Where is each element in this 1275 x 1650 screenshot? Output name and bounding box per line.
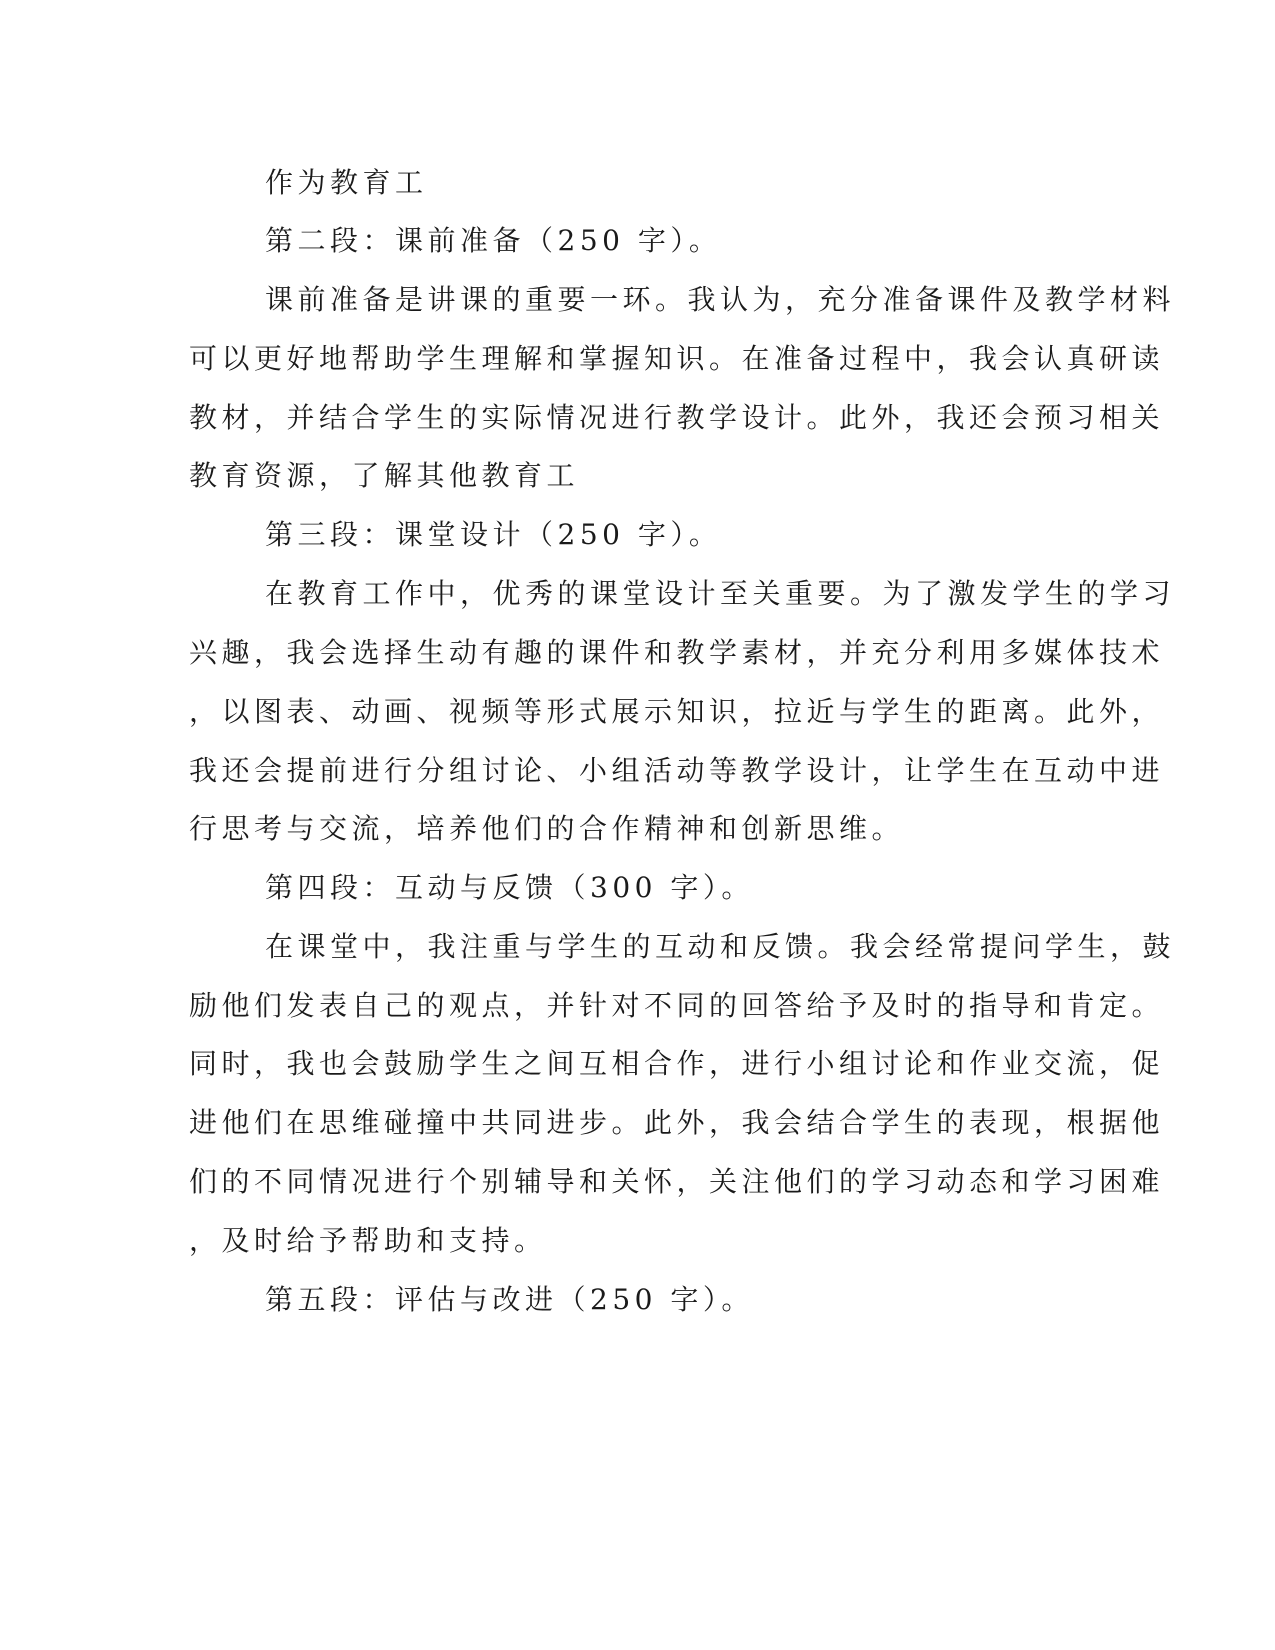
paragraph-line: 进他们在思维碰撞中共同进步。此外，我会结合学生的表现，根据他 (189, 1106, 1165, 1139)
paragraph-line: ，及时给予帮助和支持。 (189, 1224, 547, 1257)
paragraph-line: 同时，我也会鼓励学生之间互相合作，进行小组讨论和作业交流，促 (189, 1047, 1165, 1080)
paragraph-line: ，以图表、动画、视频等形式展示知识，拉近与学生的距离。此外， (189, 695, 1165, 728)
paragraph-line: 作为教育工 (265, 166, 428, 199)
paragraph-line: 教育资源，了解其他教育工 (189, 459, 580, 492)
section-heading-5: 第五段：评估与改进（250 字）。 (265, 1283, 754, 1316)
paragraph-line: 在教育工作中，优秀的课堂设计至关重要。为了激发学生的学习 (265, 577, 1176, 610)
paragraph-line: 可以更好地帮助学生理解和掌握知识。在准备过程中，我会认真研读 (189, 342, 1165, 375)
paragraph-line: 在课堂中，我注重与学生的互动和反馈。我会经常提问学生，鼓 (265, 930, 1176, 963)
paragraph-line: 课前准备是讲课的重要一环。我认为，充分准备课件及教学材料 (265, 283, 1176, 316)
section-heading-3: 第三段：课堂设计（250 字）。 (265, 518, 722, 551)
paragraph-line: 兴趣，我会选择生动有趣的课件和教学素材，并充分利用多媒体技术 (189, 636, 1165, 669)
section-heading-2: 第二段：课前准备（250 字）。 (265, 224, 722, 257)
paragraph-line: 行思考与交流，培养他们的合作精神和创新思维。 (189, 812, 905, 845)
paragraph-line: 励他们发表自己的观点，并针对不同的回答给予及时的指导和肯定。 (189, 989, 1165, 1022)
paragraph-line: 们的不同情况进行个别辅导和关怀，关注他们的学习动态和学习困难 (189, 1165, 1165, 1198)
paragraph-line: 我还会提前进行分组讨论、小组活动等教学设计，让学生在互动中进 (189, 754, 1165, 787)
section-heading-4: 第四段：互动与反馈（300 字）。 (265, 871, 754, 904)
paragraph-line: 教材，并结合学生的实际情况进行教学设计。此外，我还会预习相关 (189, 401, 1165, 434)
